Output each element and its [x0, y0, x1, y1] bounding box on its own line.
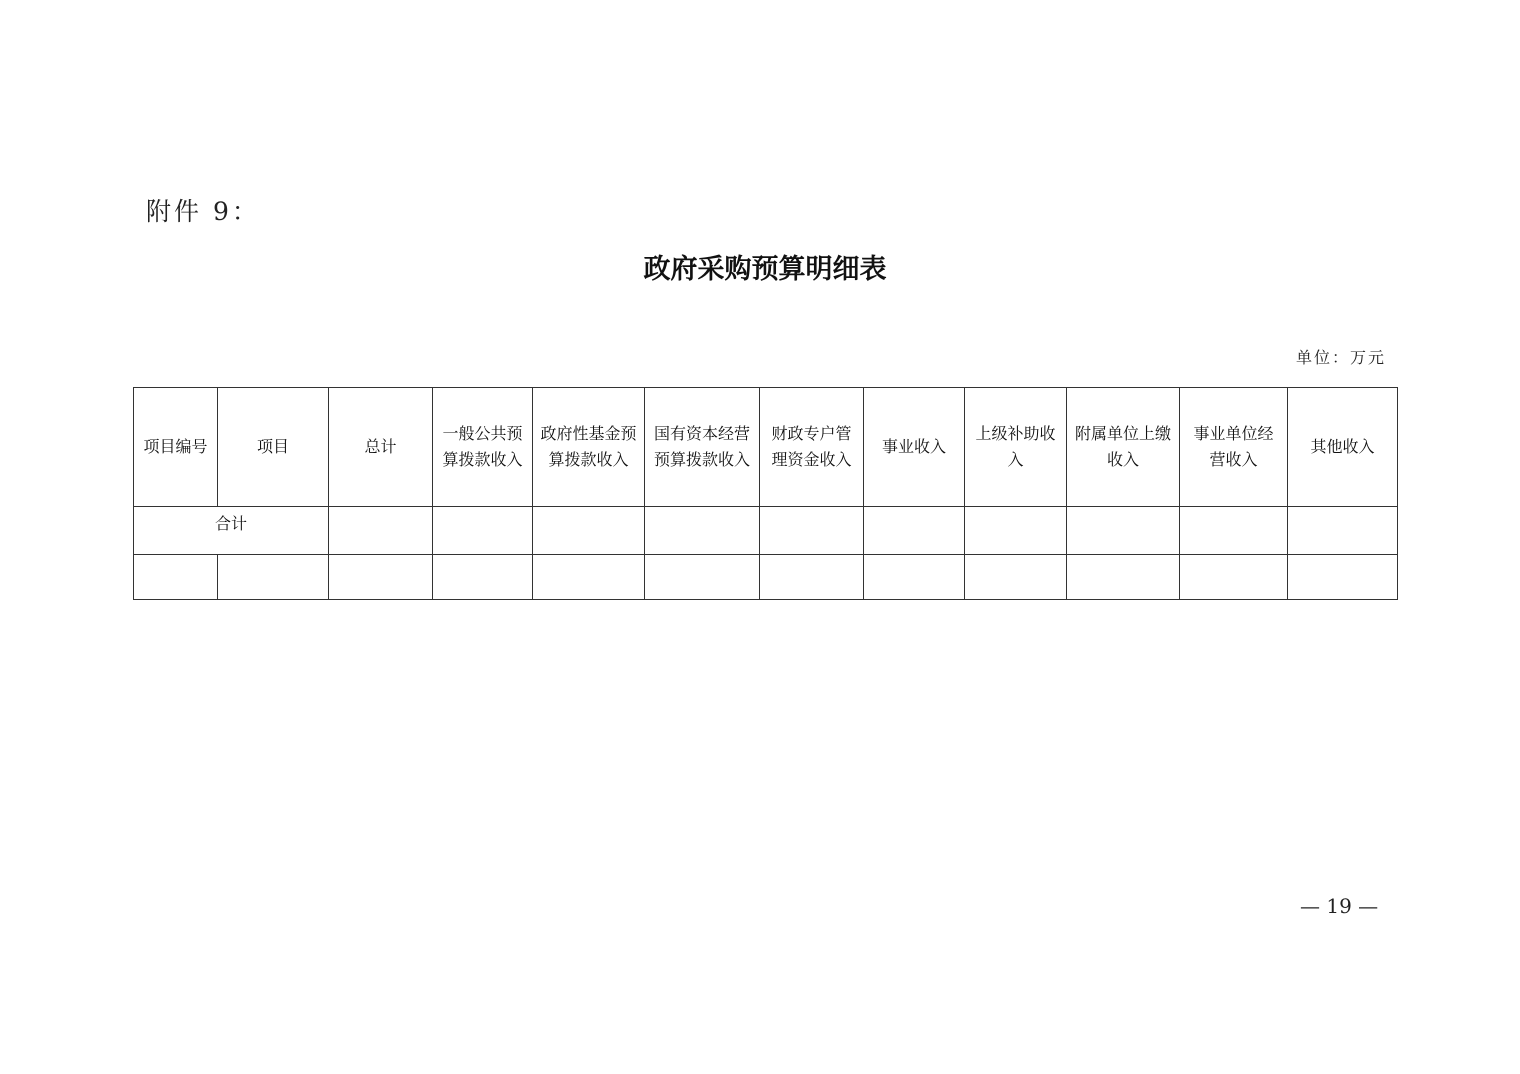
table-cell: [965, 555, 1067, 600]
table-cell: [433, 555, 533, 600]
header-cell: 附属单位上缴收入: [1067, 388, 1180, 507]
table-cell: [533, 555, 645, 600]
budget-table: [133, 387, 1398, 600]
header-cell: 项目: [218, 388, 329, 507]
page-title: 政府采购预算明细表: [643, 254, 887, 285]
header-cell: 国有资本经营预算拨款收入: [645, 388, 760, 507]
header-cell: 政府性基金预算拨款收入: [533, 388, 645, 507]
header-cell: 上级补助收入: [965, 388, 1067, 507]
header-cell: 总计: [329, 388, 433, 507]
table-cell: [533, 507, 645, 555]
header-cell: 项目编号: [134, 388, 218, 507]
table-cell: [1288, 555, 1398, 600]
table-cell: [218, 555, 329, 600]
table-cell: [864, 507, 965, 555]
table-row: [134, 555, 1398, 600]
table-cell: [645, 555, 760, 600]
header-cell: 事业单位经营收入: [1180, 388, 1288, 507]
table-cell: [329, 555, 433, 600]
page-number: — 19 —: [1300, 894, 1379, 918]
table-cell: [1067, 555, 1180, 600]
attachment-label: 附件 9：: [146, 197, 260, 226]
total-row: [134, 507, 1398, 555]
total-label: 合计: [134, 507, 329, 555]
header-cell: 其他收入: [1288, 388, 1398, 507]
table-cell: [1180, 555, 1288, 600]
table-cell: [965, 507, 1067, 555]
table-cell: [760, 555, 864, 600]
table-cell: [1067, 507, 1180, 555]
table-cell: [1288, 507, 1398, 555]
table-cell: [1180, 507, 1288, 555]
table-cell: [864, 555, 965, 600]
header-cell: 财政专户管理资金收入: [760, 388, 864, 507]
header-cell: 事业收入: [864, 388, 965, 507]
unit-label: 单位：万元: [1295, 348, 1386, 367]
table-header-row: [134, 388, 1398, 507]
table-cell: [433, 507, 533, 555]
table-cell: [645, 507, 760, 555]
header-cell: 一般公共预算拨款收入: [433, 388, 533, 507]
table-cell: [329, 507, 433, 555]
table-cell: [760, 507, 864, 555]
table-cell: [134, 555, 218, 600]
